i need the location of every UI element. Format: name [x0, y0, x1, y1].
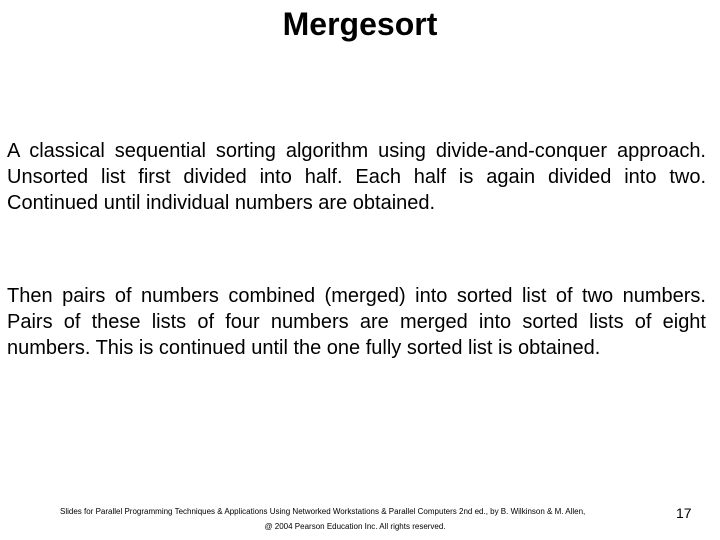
- slide-title: Mergesort: [282, 6, 438, 42]
- footer-copyright: @ 2004 Pearson Education Inc. All rights reserved.: [264, 522, 446, 531]
- body-paragraph-2: Then pairs of numbers combined (merged) into sorted list of two numbers. Pairs of these lists of four numbers are merged into sorted lists of eight numbers. This is continued until the one fully sorted list is obtained.: [7, 285, 706, 359]
- footer-credit: Slides for Parallel Programming Techniques & Applications Using Networked Workstations & Parallel Computers 2nd ed., by B. Wilkinson & M. Allen,: [60, 507, 586, 516]
- body-paragraph-1: A classical sequential sorting algorithm using divide-and-conquer approach. Unsorted list first divided into half. Each half is again divided into two. Continued until individual numbers are obtained.: [7, 140, 706, 214]
- page-number: 17: [676, 505, 692, 521]
